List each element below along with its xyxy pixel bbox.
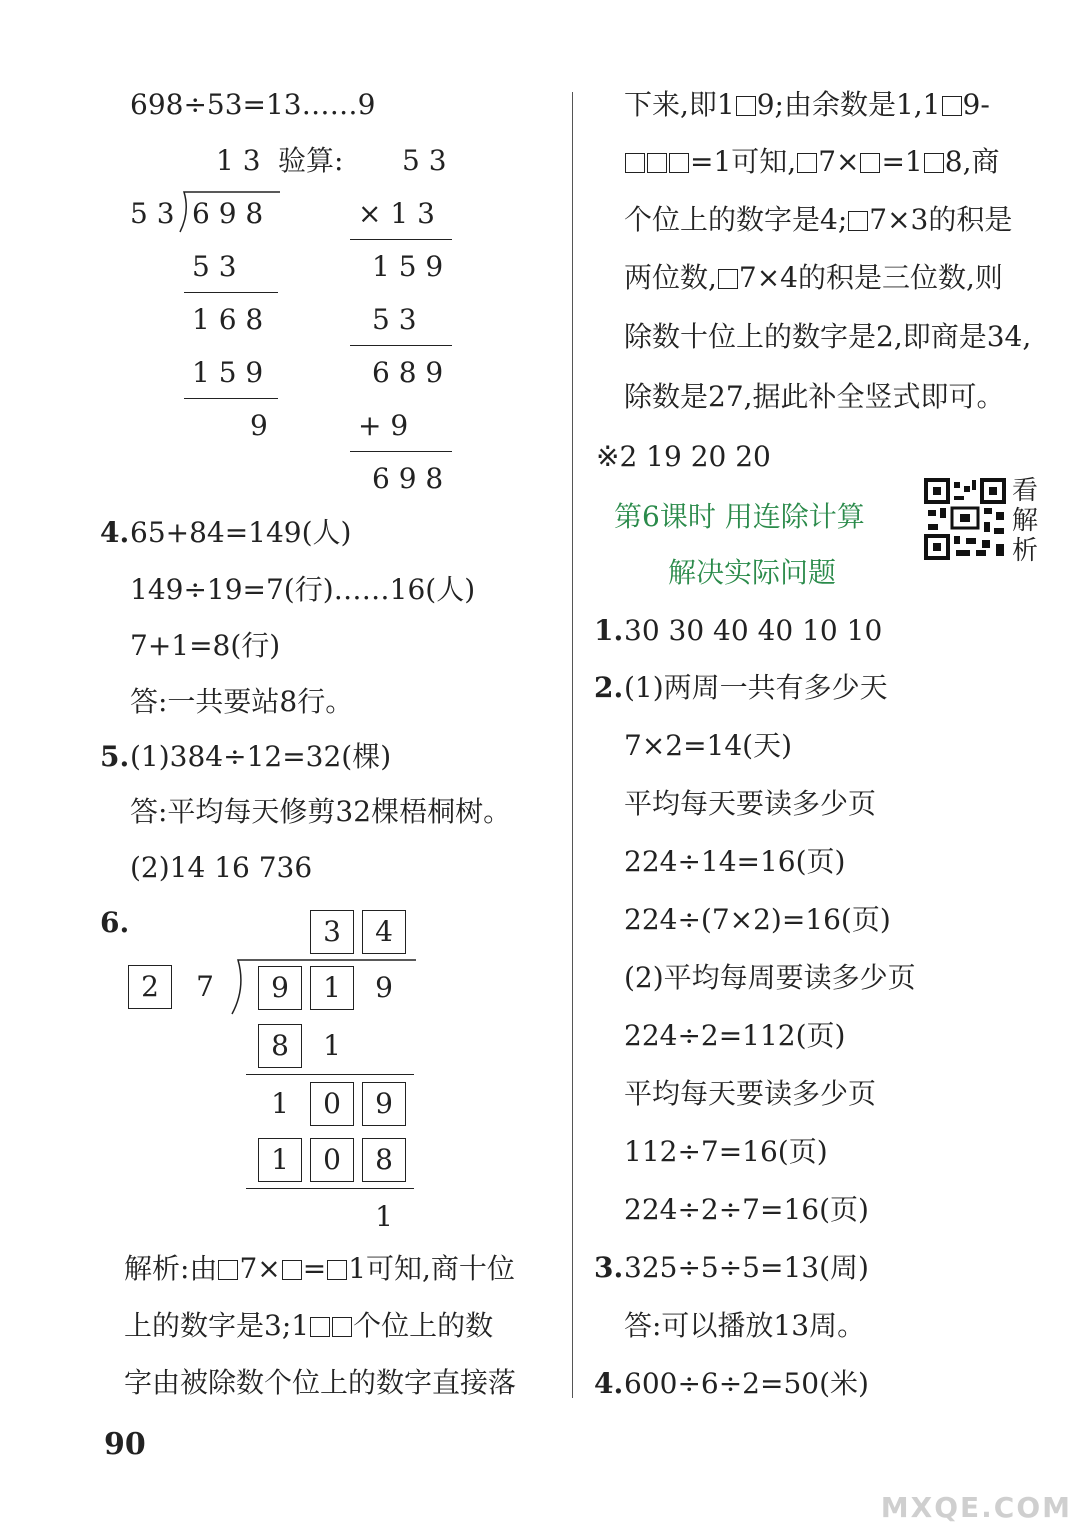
qr-side-label-3: 析 bbox=[1012, 536, 1039, 566]
analysis-1a: 解析:由 bbox=[124, 1252, 218, 1285]
blank-box bbox=[218, 1260, 238, 1280]
star-line: ※2 19 20 20 bbox=[596, 440, 771, 473]
r-q2-line-7: 224÷2=112(页) bbox=[624, 1019, 846, 1052]
r-q2-line-1: (1)两周一共有多少天 bbox=[624, 671, 888, 704]
r-q4-line-1: 600÷6÷2=50(米) bbox=[624, 1367, 869, 1400]
r-line-6: 除数是27,据此补全竖式即可。 bbox=[624, 380, 1005, 413]
r-line-1 bbox=[624, 88, 990, 122]
check-row-1: 5 3 bbox=[402, 144, 447, 177]
r-line-4 bbox=[624, 261, 1003, 295]
q5-line-1: (1)384÷12=32(棵) bbox=[130, 740, 392, 773]
row3-box-3: 8 bbox=[362, 1138, 406, 1182]
r-q3-answer: 答:可以播放13周。 bbox=[624, 1309, 866, 1342]
blank-box bbox=[942, 96, 962, 116]
qr-side-label-1: 看 bbox=[1012, 476, 1039, 506]
qr-code-icon[interactable] bbox=[924, 478, 1006, 560]
div-remainder: 9 bbox=[250, 409, 268, 442]
check-row-6: + 9 bbox=[358, 409, 409, 442]
analysis-line-1 bbox=[124, 1252, 515, 1286]
r3b: 7×3的积是 bbox=[869, 203, 1013, 236]
div-line-2 bbox=[184, 398, 278, 399]
check-row-4: 5 3 bbox=[372, 303, 417, 336]
check-line-2 bbox=[350, 345, 452, 346]
q4-answer: 答:一共要站8行。 bbox=[130, 685, 354, 718]
r-q2-line-8: 平均每天要读多少页 bbox=[624, 1077, 877, 1110]
r4b: 7×4的积是三位数,则 bbox=[738, 261, 1003, 294]
quotient: 1 3 bbox=[216, 144, 261, 177]
q5-line-3: (2)14 16 736 bbox=[130, 851, 313, 884]
r2c: =1 bbox=[881, 145, 923, 178]
q4-line-1: 65+84=149(人) bbox=[130, 516, 352, 549]
q5-number: 5. bbox=[100, 740, 130, 773]
q6-line-1 bbox=[246, 1074, 414, 1075]
blank-box bbox=[669, 153, 689, 173]
q4-number: 4. bbox=[100, 516, 130, 549]
blank-box bbox=[924, 153, 944, 173]
q6-remainder: 1 bbox=[375, 1200, 393, 1233]
r-q3-line-1: 325÷5÷5=13(周) bbox=[624, 1251, 869, 1284]
blank-box bbox=[310, 1317, 330, 1337]
div-row-2: 1 6 8 bbox=[192, 303, 264, 336]
check-line-3 bbox=[350, 451, 452, 452]
blank-box bbox=[860, 153, 880, 173]
row3-box-1: 1 bbox=[258, 1138, 302, 1182]
analysis-2a: 上的数字是3;1 bbox=[124, 1309, 310, 1342]
r-q2-line-9: 112÷7=16(页) bbox=[624, 1135, 828, 1168]
divisor: 5 3 bbox=[130, 197, 175, 230]
blank-box bbox=[327, 1260, 347, 1280]
row1-box: 8 bbox=[258, 1024, 302, 1068]
div-row-1: 5 3 bbox=[192, 250, 237, 283]
row2-digit: 1 bbox=[271, 1087, 289, 1120]
check-line-1 bbox=[350, 239, 452, 240]
page-number: 90 bbox=[104, 1427, 146, 1462]
q5-answer: 答:平均每天修剪32棵梧桐树。 bbox=[130, 795, 512, 828]
analysis-2b: 个位上的数 bbox=[353, 1309, 494, 1342]
check-row-3: 1 5 9 bbox=[372, 250, 444, 283]
div-row-3: 1 5 9 bbox=[192, 356, 264, 389]
watermark: MXQE.COM bbox=[880, 1491, 1072, 1524]
r1b: 9;由余数是1,1 bbox=[756, 88, 941, 121]
eq-698-div-53: 698÷53=13……9 bbox=[130, 88, 376, 121]
r-q3-number: 3. bbox=[594, 1251, 624, 1284]
r2a: =1可知, bbox=[690, 145, 797, 178]
r-q2-line-4: 224÷14=16(页) bbox=[624, 845, 846, 878]
q4-line-3: 7+1=8(行) bbox=[130, 629, 281, 662]
check-row-5: 6 8 9 bbox=[372, 356, 444, 389]
analysis-1d: 1可知,商十位 bbox=[348, 1252, 515, 1285]
blank-box bbox=[647, 153, 667, 173]
r2b: 7× bbox=[818, 145, 860, 178]
check-row-2: × 1 3 bbox=[358, 197, 435, 230]
analysis-line-2 bbox=[124, 1309, 493, 1343]
r-q2-line-2: 7×2=14(天) bbox=[624, 729, 793, 762]
r-q2-line-3: 平均每天要读多少页 bbox=[624, 787, 877, 820]
check-row-7: 6 9 8 bbox=[372, 462, 444, 495]
analysis-1b: 7× bbox=[239, 1252, 281, 1285]
r-q2-line-6: (2)平均每周要读多少页 bbox=[624, 961, 916, 994]
dividend-digit: 9 bbox=[375, 971, 393, 1004]
dividend-box-2: 1 bbox=[310, 966, 354, 1010]
analysis-1c: = bbox=[302, 1252, 327, 1285]
blank-box bbox=[332, 1317, 352, 1337]
lesson-subtitle: 解决实际问题 bbox=[668, 556, 837, 589]
r-q2-number: 2. bbox=[594, 671, 624, 704]
r-q2-line-10: 224÷2÷7=16(页) bbox=[624, 1193, 869, 1226]
row3-box-2: 0 bbox=[310, 1138, 354, 1182]
divisor-box: 2 bbox=[128, 965, 172, 1009]
r-q4-number: 4. bbox=[594, 1367, 624, 1400]
quotient-box-2: 4 bbox=[362, 910, 406, 954]
q6-line-2 bbox=[246, 1188, 414, 1189]
q6-number: 6. bbox=[100, 906, 130, 939]
quotient-box-1: 3 bbox=[310, 910, 354, 954]
r-q1-number: 1. bbox=[594, 614, 624, 647]
r-q2-line-5: 224÷(7×2)=16(页) bbox=[624, 903, 891, 936]
blank-box bbox=[625, 153, 645, 173]
blank-box bbox=[848, 211, 868, 231]
q4-line-2: 149÷19=7(行)……16(人) bbox=[130, 573, 476, 606]
divisor-digit: 7 bbox=[196, 970, 214, 1003]
row2-box-1: 0 bbox=[310, 1082, 354, 1126]
blank-box bbox=[718, 269, 738, 289]
r3a: 个位上的数字是4; bbox=[624, 203, 848, 236]
dividend-box-1: 9 bbox=[258, 966, 302, 1010]
lesson-title: 第6课时 用连除计算 bbox=[614, 500, 865, 533]
qr-side-label-2: 解 bbox=[1012, 506, 1039, 536]
r-line-3 bbox=[624, 203, 1012, 237]
div-line-1 bbox=[184, 292, 278, 293]
blank-box bbox=[282, 1260, 302, 1280]
check-label: 验算: bbox=[278, 144, 344, 177]
blank-box bbox=[736, 96, 756, 116]
analysis-line-3: 字由被除数个位上的数字直接落 bbox=[124, 1366, 517, 1399]
r1a: 下来,即1 bbox=[624, 88, 735, 121]
row2-box-2: 9 bbox=[362, 1082, 406, 1126]
column-divider bbox=[572, 92, 573, 1398]
row1-digit: 1 bbox=[323, 1029, 341, 1062]
r4a: 两位数, bbox=[624, 261, 717, 294]
r2d: 8,商 bbox=[944, 145, 1000, 178]
r-q1-text: 30 30 40 40 10 10 bbox=[624, 614, 883, 647]
r-line-5: 除数十位上的数字是2,即商是34, bbox=[624, 320, 1032, 353]
r1c: 9- bbox=[962, 88, 990, 121]
r-line-2 bbox=[624, 145, 999, 179]
dividend: 6 9 8 bbox=[192, 197, 264, 230]
blank-box bbox=[797, 153, 817, 173]
